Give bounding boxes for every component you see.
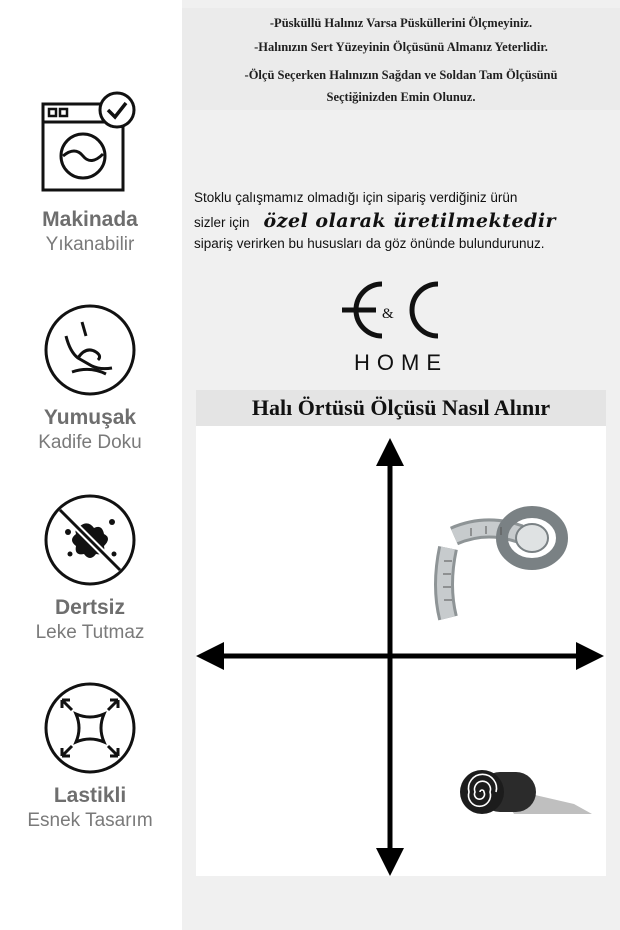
brand-logo-monogram — [330, 272, 450, 348]
stock-notice-prefix: sizler için — [194, 215, 250, 230]
feature-title: Dertsiz — [54, 596, 126, 619]
feature-title: Lastikli — [53, 784, 127, 807]
feature-subtitle: Esnek Tasarım — [27, 810, 153, 831]
arrow-left-icon — [196, 642, 224, 670]
stock-notice-line: Stoklu çalışmamız olmadığı için sipariş verdiğiniz ürün — [194, 190, 518, 205]
arrow-right-icon — [576, 642, 604, 670]
feature-stain-resistant — [0, 492, 180, 644]
soft-touch-hand-icon — [42, 302, 138, 398]
stock-notice-emphasis: özel olarak üretilmektedir — [263, 210, 557, 232]
feature-title: Yumuşak — [43, 406, 137, 429]
feature-title: Makinada — [42, 208, 138, 231]
rolled-carpet-icon — [460, 770, 592, 814]
note-line: -Ölçü Seçerken Halınızın Sağdan ve Soldan Tam Ölçüsünü — [244, 68, 558, 82]
feature-subtitle: Kadife Doku — [38, 432, 142, 453]
feature-soft-velvet — [0, 302, 180, 454]
feature-machine-washable — [0, 90, 180, 256]
measure-guide-title: Halı Örtüsü Ölçüsü Nasıl Alınır — [196, 390, 606, 426]
brand-logo-word: HOME — [354, 350, 448, 375]
elastic-stretch-icon — [42, 680, 138, 776]
note-line: -Halınızın Sert Yüzeyinin Ölçüsünü Almanız Yeterlidir. — [254, 40, 548, 54]
measurement-notes — [182, 8, 620, 110]
stain-resistant-icon — [42, 492, 138, 588]
stock-notice-line: sipariş verirken bu hususları da göz önünde bulundurunuz. — [194, 236, 545, 251]
arrow-up-icon — [376, 438, 404, 466]
measuring-tape-icon — [443, 512, 562, 618]
note-line: Seçtiğinizden Emin Olunuz. — [326, 90, 476, 104]
feature-sidebar — [0, 0, 180, 930]
measure-diagram — [196, 426, 606, 876]
svg-text:&: & — [382, 306, 394, 322]
feature-subtitle: Yıkanabilir — [45, 234, 135, 255]
info-panel — [182, 0, 620, 930]
measure-axes-diagram — [196, 426, 606, 876]
stock-notice-line — [194, 210, 556, 232]
arrow-down-icon — [376, 848, 404, 876]
feature-elastic — [0, 680, 180, 832]
note-line: -Püsküllü Halınız Varsa Püsküllerini Ölçmeyiniz. — [269, 16, 533, 30]
washing-machine-icon — [35, 90, 145, 200]
feature-subtitle: Leke Tutmaz — [35, 622, 145, 643]
